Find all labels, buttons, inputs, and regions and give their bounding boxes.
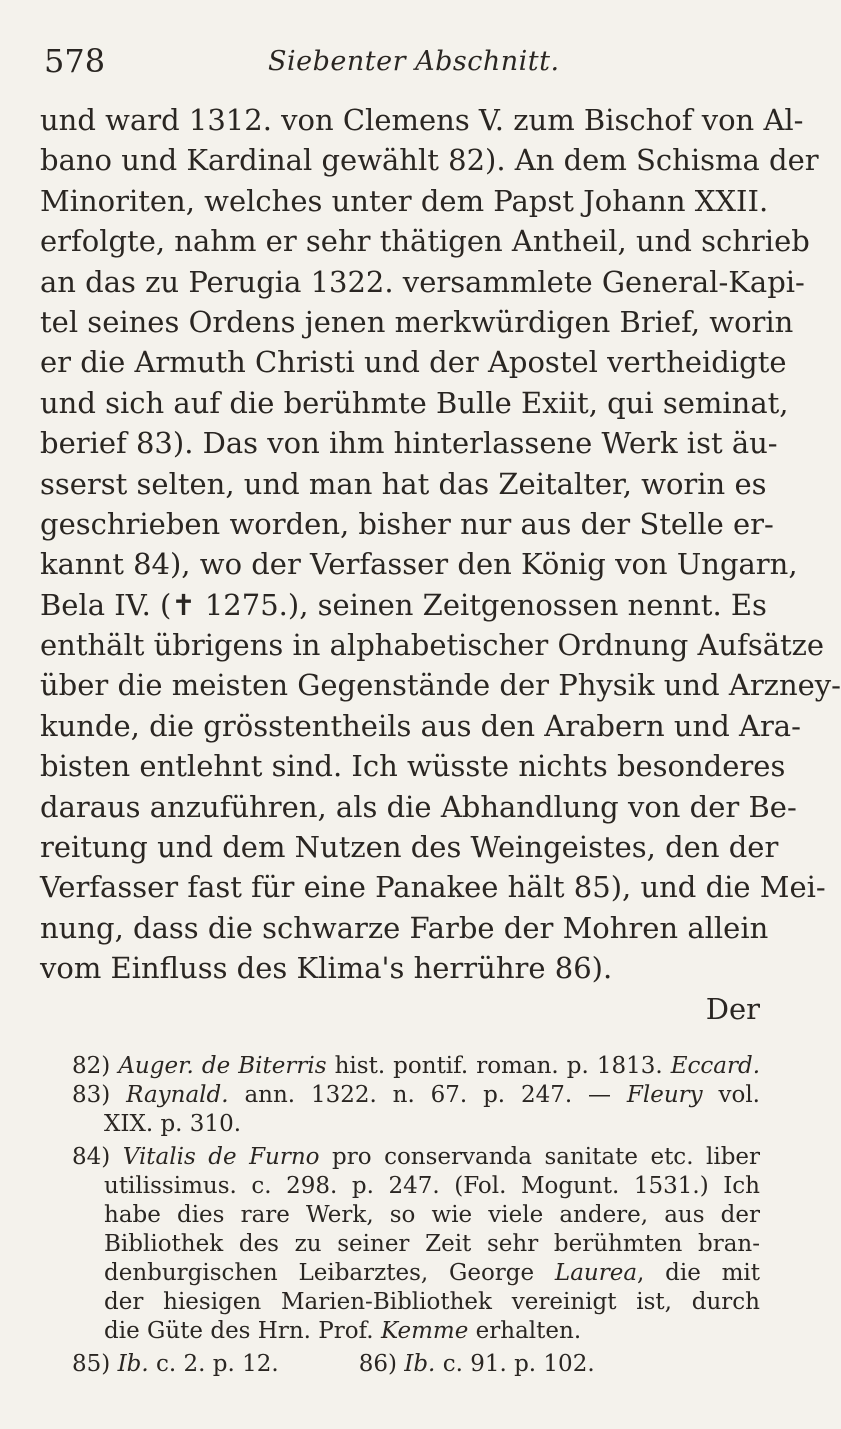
- body-line: über die meisten Gegenstände der Physik und Arzney-: [40, 668, 841, 703]
- footnote-text: XIX. p. 310.: [104, 1111, 242, 1137]
- footnote-author: Laurea: [554, 1260, 638, 1286]
- footnote-author: Kemme: [380, 1318, 469, 1344]
- footnote-text: der hiesigen Marien-Bibliothek vereinigt ist, durch: [104, 1289, 760, 1315]
- footnote-author: Vitalis de Furno: [122, 1144, 320, 1170]
- footnote-text: pro conservanda sanitate etc. liber: [332, 1144, 761, 1170]
- footnote-text: c. 2. p. 12.: [156, 1351, 279, 1377]
- footnote-text: vol.: [718, 1082, 760, 1108]
- body-line: bisten entlehnt sind. Ich wüsste nichts besonderes: [40, 749, 786, 784]
- footnote-number: 82): [72, 1053, 111, 1079]
- footnote-ref: Fleury: [626, 1082, 703, 1108]
- footnotes: [72, 1052, 760, 1379]
- footnote-84: [72, 1143, 760, 1346]
- body-line: vom Einfluss des Klima's herrühre 86).: [40, 951, 613, 986]
- body-line: Der: [705, 991, 760, 1026]
- body-line: nung, dass die schwarze Farbe der Mohren allein: [40, 910, 769, 945]
- footnote-number: 85): [72, 1351, 111, 1377]
- body-line: Bela IV. (✝ 1275.), seinen Zeitgenossen nennt. Es: [40, 587, 767, 622]
- footnote-text: habe dies rare Werk, so wie viele andere, aus der: [104, 1202, 760, 1228]
- footnote-ref: Eccard.: [670, 1053, 761, 1079]
- footnote-number: 84): [72, 1144, 111, 1170]
- body-line: berief 83). Das von ihm hinterlassene Werk ist äu-: [40, 426, 778, 461]
- footnote-85: [72, 1350, 279, 1379]
- footnote-86: [359, 1350, 595, 1379]
- body-line: Minoriten, welches unter dem Papst Johann XXII.: [40, 183, 769, 218]
- footnote-author: Ib.: [404, 1351, 436, 1377]
- footnote-text: , die mit: [637, 1260, 760, 1286]
- footnote-text: ann. 1322. n. 67. p. 247. —: [244, 1082, 612, 1108]
- footnote-author: Ib.: [117, 1351, 149, 1377]
- page-number: 578: [44, 42, 106, 80]
- footnote-83: [72, 1081, 760, 1139]
- footnote-author: Auger. de Biterris: [118, 1053, 327, 1079]
- footnote-text: erhalten.: [475, 1318, 582, 1344]
- body-line: enthält übrigens in alphabetischer Ordnung Aufsätze: [40, 628, 825, 663]
- body-line: reitung und dem Nutzen des Weingeistes, den der: [40, 830, 779, 865]
- page-header: [44, 42, 744, 82]
- running-title: Siebenter Abschnitt.: [268, 46, 560, 77]
- body-line: Verfasser fast für eine Panakee hält 85), und die Mei-: [40, 870, 826, 905]
- body-line: und sich auf die berühmte Bulle Exiit, qui seminat,: [40, 385, 789, 420]
- body-line: bano und Kardinal gewählt 82). An dem Schisma der: [40, 143, 819, 178]
- body-line: kannt 84), wo der Verfasser den König von Ungarn,: [40, 547, 798, 582]
- body-line: er die Armuth Christi und der Apostel vertheidigte: [40, 345, 787, 380]
- footnote-text: Bibliothek des zu seiner Zeit sehr berühmten bran-: [104, 1231, 760, 1257]
- body-line: geschrieben worden, bisher nur aus der Stelle er-: [40, 506, 774, 541]
- footnote-text: utilissimus. c. 298. p. 247. (Fol. Mogunt. 1531.) Ich: [104, 1173, 760, 1199]
- body-text: [40, 100, 841, 1029]
- footnote-author: Raynald.: [126, 1082, 229, 1108]
- footnote-text: die Güte des Hrn. Prof.: [104, 1318, 374, 1344]
- body-line: sserst selten, und man hat das Zeitalter, worin es: [40, 466, 767, 501]
- footnote-text: hist. pontif. roman. p. 1813.: [334, 1053, 663, 1079]
- footnote-text: denburgischen Leibarztes, George: [104, 1260, 535, 1286]
- footnote-number: 83): [72, 1082, 111, 1108]
- body-line: kunde, die grösstentheils aus den Arabern und Ara-: [40, 708, 801, 743]
- footnote-number: 86): [358, 1351, 397, 1377]
- footnote-text: c. 91. p. 102.: [442, 1351, 595, 1377]
- body-line: und ward 1312. von Clemens V. zum Bischof von Al-: [40, 103, 804, 137]
- footnote-82: [72, 1052, 760, 1081]
- body-line: an das zu Perugia 1322. versammlete General-Kapi-: [40, 264, 805, 299]
- body-line: erfolgte, nahm er sehr thätigen Antheil, und schrieb: [40, 224, 810, 259]
- body-line: tel seines Ordens jenen merkwürdigen Brief, worin: [40, 304, 794, 339]
- footnote-row: [72, 1350, 760, 1379]
- body-line: daraus anzuführen, als die Abhandlung von der Be-: [40, 789, 797, 824]
